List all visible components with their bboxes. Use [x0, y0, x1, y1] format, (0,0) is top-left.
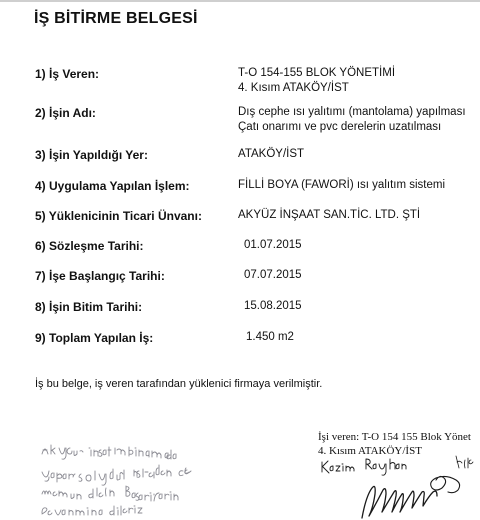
field-number: 1): [35, 67, 46, 81]
field-value-line: ATAKÖY/İST: [238, 148, 305, 160]
field-value-line: 15.08.2015: [244, 300, 302, 312]
issuance-statement: İş bu belge, iş veren tarafından yüklenici firmaya verilmiştir.: [35, 378, 323, 390]
field-number: 3): [35, 148, 46, 162]
field-end-date-label: [35, 300, 142, 314]
field-label: İşe Başlangıç Tarihi:: [49, 269, 165, 283]
handwritten-note: [38, 438, 298, 520]
field-label: İşin Bitim Tarihi:: [49, 300, 143, 314]
field-contractor-label: [35, 209, 202, 223]
field-number: 2): [35, 106, 46, 120]
field-number: 6): [35, 239, 46, 253]
document-title: İŞ BİTİRME BELGESİ: [34, 10, 198, 27]
field-value-line: 1.450 m2: [246, 331, 294, 343]
field-value-line: FİLLİ BOYA (FAWORİ) ısı yalıtım sistemi: [238, 179, 446, 191]
field-employer-label: [35, 67, 99, 81]
field-contract-date-value: [244, 238, 302, 253]
field-start-date-value: [244, 268, 302, 283]
field-contract-date-label: [35, 239, 144, 253]
field-end-date-value: [244, 299, 302, 314]
field-value-line: AKYÜZ İNŞAAT SAN.TİC. LTD. ŞTİ: [238, 209, 421, 221]
field-number: 9): [35, 331, 46, 345]
field-location-label: [35, 148, 148, 162]
field-value-line: Dış cephe ısı yalıtımı (mantolama) yapılması: [238, 106, 466, 118]
field-start-date-label: [35, 269, 165, 283]
field-location-value: [238, 147, 304, 162]
field-label: İşin Adı:: [49, 106, 96, 120]
field-process-label: [35, 179, 190, 193]
field-job-name-value: [238, 105, 466, 135]
field-value-line: 4. Kısım ATAKÖY/İST: [238, 82, 349, 94]
signature-image: [318, 452, 480, 520]
field-number: 5): [35, 209, 46, 223]
scan-top-edge: [0, 0, 480, 2]
field-label: İşin Yapıldığı Yer:: [49, 148, 148, 162]
field-label: Yüklenicinin Ticari Ünvanı:: [48, 209, 202, 223]
field-process-value: [238, 178, 445, 193]
field-contractor-value: [238, 208, 420, 223]
field-value-line: 01.07.2015: [244, 239, 302, 251]
field-total-work-value: [246, 330, 294, 345]
field-label: Toplam Yapılan İş:: [49, 331, 154, 345]
field-label: Uygulama Yapılan İşlem:: [49, 179, 190, 193]
field-job-name-label: [35, 106, 96, 120]
signer-line: İşi veren: T-O 154 155 Blok Yönet: [318, 431, 471, 443]
field-number: 8): [35, 300, 46, 314]
signer-line: 4. Kısım ATAKÖY/İST: [318, 445, 422, 457]
field-label: Sözleşme Tarihi:: [49, 239, 144, 253]
field-number: 7): [35, 269, 46, 283]
field-employer-value: [238, 66, 395, 96]
field-label: İş Veren:: [49, 67, 100, 81]
field-number: 4): [35, 179, 46, 193]
field-value-line: T-O 154-155 BLOK YÖNETİMİ: [238, 67, 396, 79]
field-total-work-label: [35, 331, 153, 345]
field-value-line: Çatı onarımı ve pvc derelerin uzatılması: [238, 121, 442, 133]
field-value-line: 07.07.2015: [244, 269, 302, 281]
